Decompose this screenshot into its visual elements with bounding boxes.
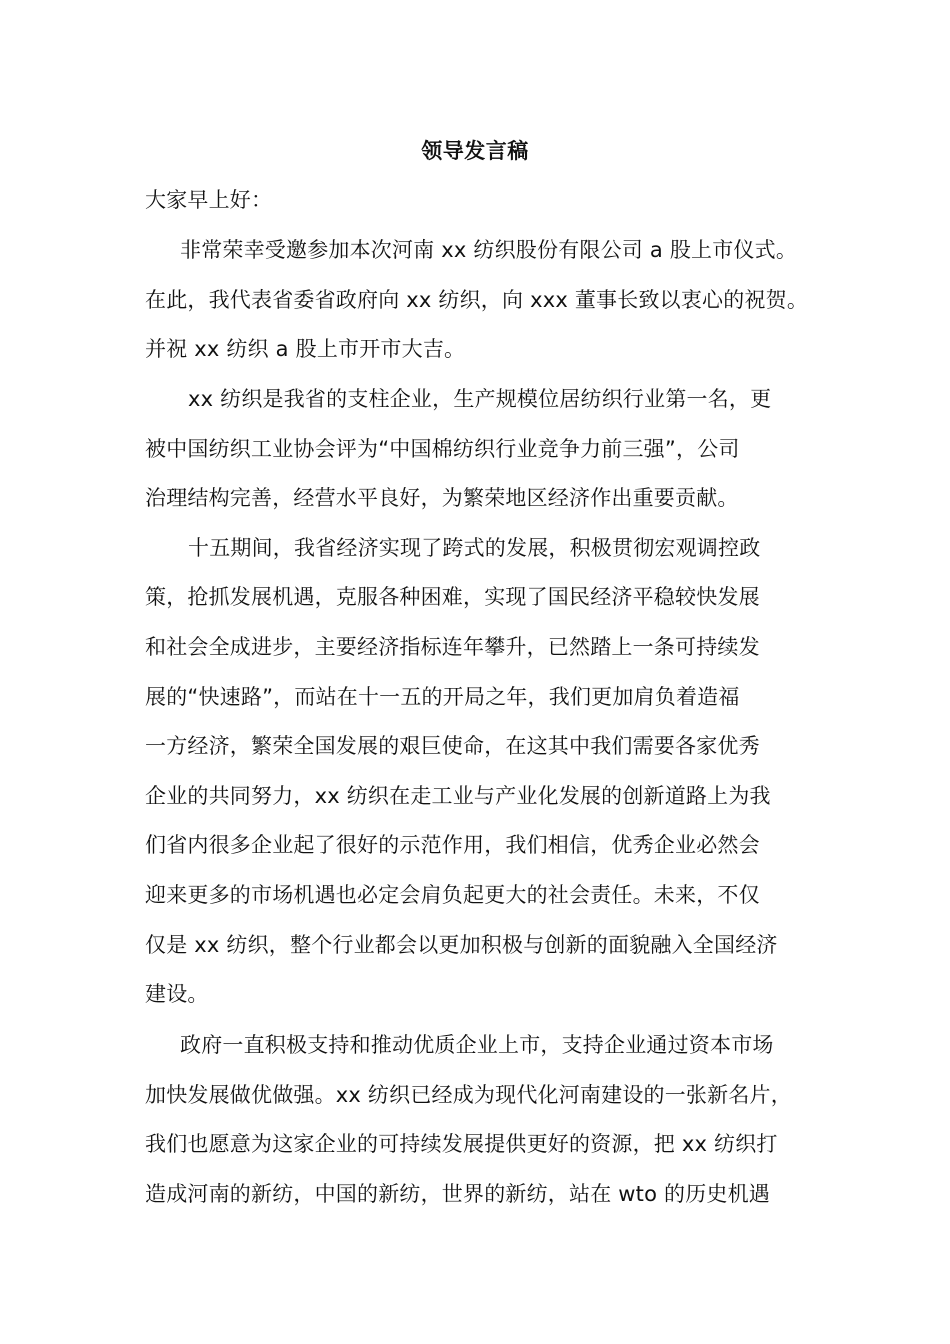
greeting-line: 大家早上好：: [145, 188, 273, 212]
paragraph-line: 展的“快速路”，而站在十一五的开局之年，我们更加肩负着造福: [145, 685, 740, 709]
paragraph-line: 我们也愿意为这家企业的可持续发展提供更好的资源，把 xx 纺织打: [145, 1132, 778, 1156]
paragraph-line: 一方经济，繁荣全国发展的艰巨使命，在这其中我们需要各家优秀: [145, 734, 760, 758]
paragraph-line: 非常荣幸受邀参加本次河南 xx 纺织股份有限公司 a 股上市仪式。: [180, 238, 798, 262]
paragraph-line: 们省内很多企业起了很好的示范作用，我们相信，优秀企业必然会: [145, 833, 760, 857]
paragraph-line: 十五期间，我省经济实现了跨式的发展，积极贯彻宏观调控政: [188, 536, 761, 560]
document-title: 领导发言稿: [421, 139, 529, 163]
paragraph-line: 造成河南的新纺，中国的新纺，世界的新纺，站在 wto 的历史机遇: [145, 1182, 771, 1206]
paragraph-line: 政府一直积极支持和推动优质企业上市，支持企业通过资本市场: [180, 1033, 774, 1057]
paragraph-line: 策，抢抓发展机遇，克服各种困难，实现了国民经济平稳较快发展: [145, 585, 760, 609]
paragraph-line: 治理结构完善，经营水平良好，为繁荣地区经济作出重要贡献。: [145, 486, 739, 510]
paragraph-line: 并祝 xx 纺织 a 股上市开市大吉。: [145, 337, 466, 361]
paragraph-line: 加快发展做优做强。xx 纺织已经成为现代化河南建设的一张新名片，: [145, 1083, 792, 1107]
paragraph-line: 建设。: [145, 982, 209, 1006]
paragraph-line: 在此，我代表省委省政府向 xx 纺织，向 xxx 董事长致以衷心的祝贺。: [145, 288, 809, 312]
paragraph-line: 仅是 xx 纺织，整个行业都会以更加积极与创新的面貌融入全国经济: [145, 933, 778, 957]
paragraph-line: 企业的共同努力，xx 纺织在走工业与产业化发展的创新道路上为我: [145, 784, 771, 808]
paragraph-line: 迎来更多的市场机遇也必定会肩负起更大的社会责任。未来，不仅: [145, 883, 760, 907]
paragraph-line: xx 纺织是我省的支柱企业，生产规模位居纺织行业第一名，更: [188, 387, 772, 411]
paragraph-line: 和社会全成进步，主要经济指标连年攀升，已然踏上一条可持续发: [145, 635, 760, 659]
paragraph-line: 被中国纺织工业协会评为“中国棉纺织行业竞争力前三强”，公司: [145, 437, 740, 461]
